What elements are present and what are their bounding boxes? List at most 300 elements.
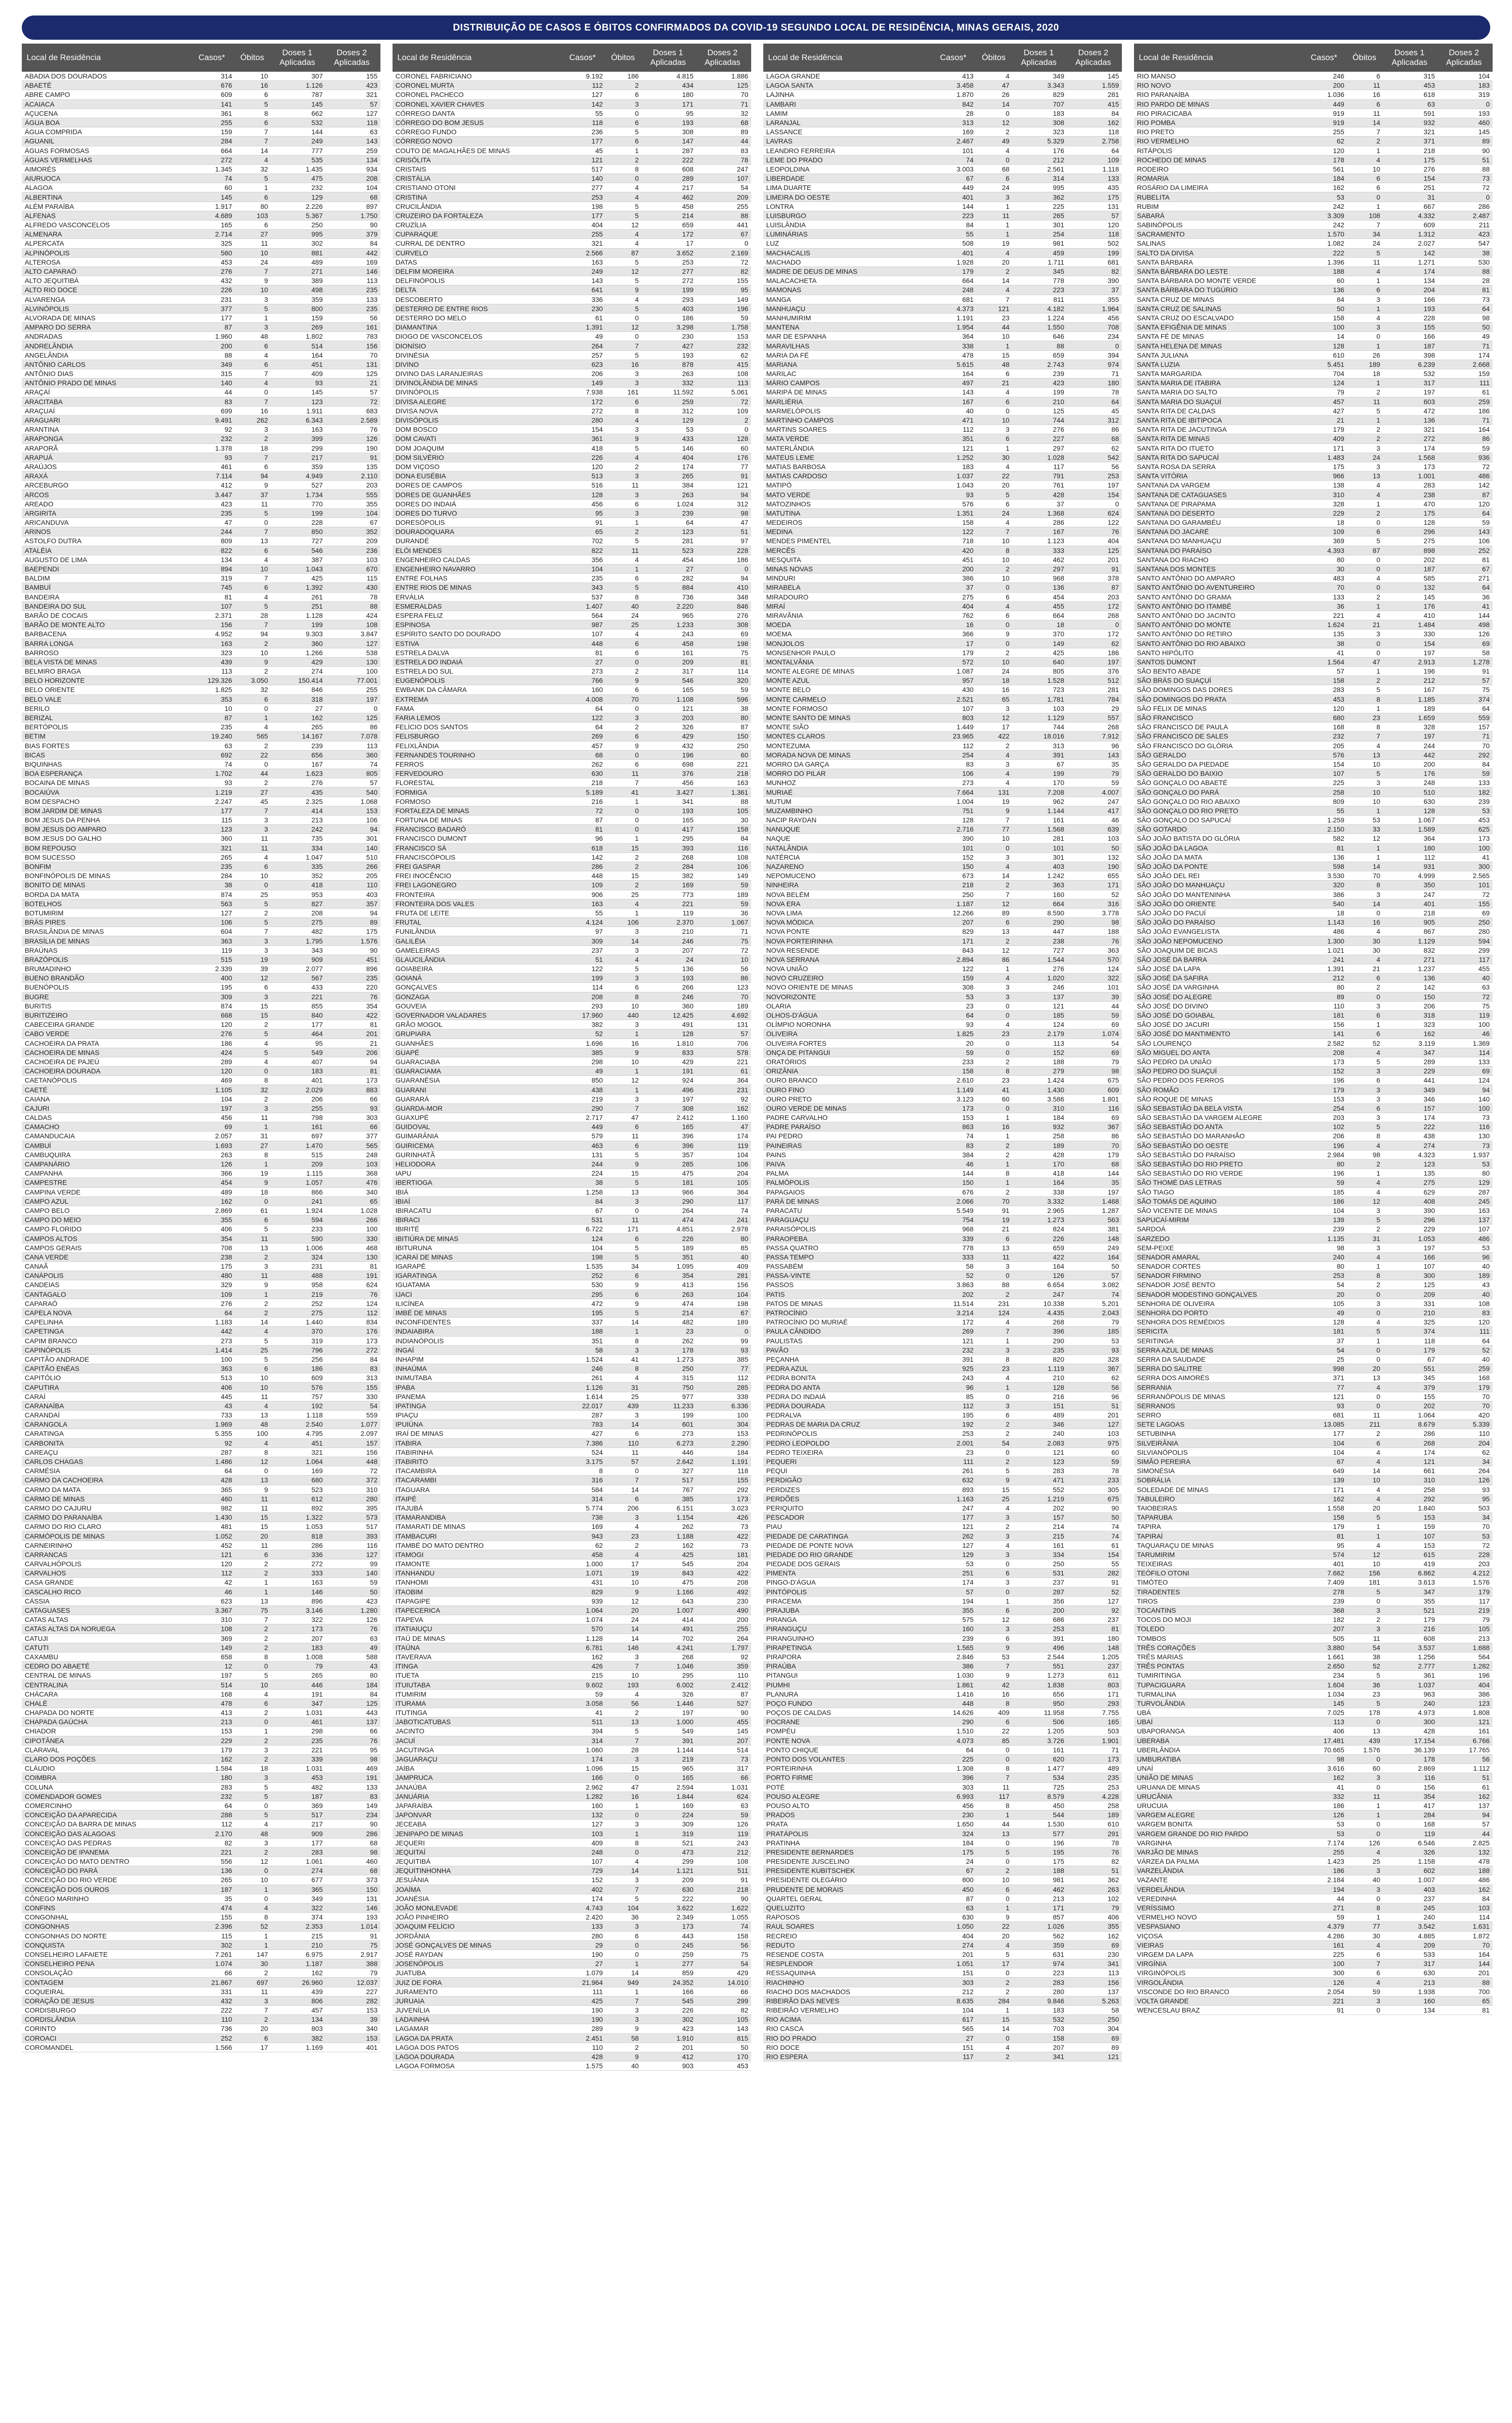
cell-municipio: CAMPO BELO: [25, 1206, 70, 1214]
cell-dose2: 231: [737, 1086, 748, 1094]
cell-dose2: 35: [1111, 760, 1119, 768]
cell-dose2: 5.201: [1102, 1299, 1119, 1307]
cell-municipio: DOM JOAQUIM: [395, 444, 444, 452]
cell-obitos: 10: [631, 1002, 639, 1010]
cell-obitos: 3: [1006, 760, 1010, 768]
cell-casos: 1.036: [1327, 91, 1344, 99]
cell-casos: 314: [220, 72, 232, 80]
cell-obitos: 3: [1006, 1346, 1010, 1354]
cell-dose2: 846: [737, 602, 748, 610]
cell-municipio: PAINEIRAS: [766, 1141, 802, 1149]
table-row: [393, 1569, 751, 1578]
cell-obitos: 4: [264, 1039, 268, 1047]
cell-casos: 565: [962, 2025, 974, 2033]
cell-municipio: SÃO BENTO ABADE: [1137, 667, 1201, 676]
cell-dose2: 124: [1478, 1076, 1490, 1085]
cell-dose1: 338: [1053, 1188, 1064, 1196]
cell-casos: 88: [224, 351, 232, 359]
table-row: [1134, 955, 1493, 964]
cell-dose2: 68: [740, 119, 748, 127]
cell-municipio: JANUÁRIA: [395, 1792, 429, 1800]
table-row: [22, 1904, 380, 1913]
cell-municipio: PEDRO LEOPOLDO: [766, 1439, 830, 1447]
cell-obitos: 0: [635, 1848, 639, 1856]
cell-dose2: 2.110: [361, 472, 378, 480]
table-row: [22, 676, 380, 685]
cell-dose2: 173: [366, 1337, 378, 1345]
cell-municipio: CRISTAIS: [395, 165, 426, 173]
table-row: [22, 1680, 380, 1689]
cell-obitos: 6: [635, 732, 639, 740]
table-row: [393, 1578, 751, 1587]
cell-dose2: 90: [1111, 1504, 1119, 1512]
cell-obitos: 2: [264, 639, 268, 647]
cell-casos: 123: [220, 825, 232, 834]
table-row: [22, 1002, 380, 1011]
cell-obitos: 131: [998, 788, 1010, 796]
cell-dose2: 2.565: [1472, 872, 1490, 880]
cell-municipio: GUIDOVAL: [395, 1123, 430, 1131]
table-row: [393, 1848, 751, 1857]
cell-obitos: 0: [264, 1801, 268, 1809]
cell-casos: 572: [962, 658, 974, 666]
cell-municipio: SÃO LOURENÇO: [1137, 1039, 1192, 1047]
table-row: [22, 1755, 380, 1764]
cell-dose2: 97: [740, 537, 748, 545]
cell-dose1: 6.002: [676, 1681, 693, 1689]
cell-municipio: BUENÓPOLIS: [25, 983, 69, 991]
cell-dose2: 99: [370, 1560, 378, 1568]
cell-obitos: 4: [635, 1523, 639, 1531]
cell-dose1: 1.435: [305, 165, 323, 173]
cell-dose2: 578: [737, 1048, 748, 1056]
cell-casos: 324: [962, 1829, 974, 1838]
cell-obitos: 110: [628, 1439, 639, 1447]
cell-casos: 822: [220, 546, 232, 554]
table-row: [22, 462, 380, 472]
cell-municipio: PIRAPETINGA: [766, 1643, 812, 1652]
table-row: [1134, 853, 1493, 862]
cell-dose2: 287: [1478, 1188, 1490, 1196]
cell-dose2: 406: [1107, 1913, 1119, 1921]
cell-dose1: 328: [1423, 723, 1435, 731]
cell-municipio: SANTA BÁRBARA DO MONTE VERDE: [1137, 277, 1257, 285]
cell-dose2: 107: [737, 174, 748, 183]
cell-dose1: 1.064: [305, 1458, 323, 1466]
table-row: [393, 787, 751, 797]
table-row: [22, 583, 380, 592]
cell-municipio: IAPU: [395, 1169, 411, 1178]
table-row: [22, 629, 380, 639]
cell-dose2: 280: [366, 1495, 378, 1503]
cell-dose2: 93: [740, 1346, 748, 1354]
cell-dose1: 275: [1423, 537, 1435, 545]
cell-dose2: 93: [1111, 1346, 1119, 1354]
cell-dose1: 323: [1423, 1021, 1435, 1029]
table-row: [22, 1150, 380, 1160]
cell-dose2: 88: [1482, 267, 1490, 276]
cell-obitos: 13: [260, 1597, 268, 1605]
cell-dose1: 350: [1423, 881, 1435, 889]
cell-dose2: 49: [370, 1643, 378, 1652]
cell-obitos: 15: [1002, 351, 1010, 359]
cell-dose1: 207: [682, 946, 693, 954]
cell-casos: 197: [220, 1104, 232, 1112]
cell-municipio: PIRANGA: [766, 1616, 797, 1624]
cell-dose1: 1.026: [1047, 1922, 1064, 1931]
cell-casos: 361: [591, 435, 603, 443]
cell-municipio: GONZAGA: [395, 992, 430, 1001]
cell-casos: 264: [591, 342, 603, 350]
cell-municipio: GONÇALVES: [395, 983, 438, 991]
cell-municipio: CONSELHEIRO LAFAIETE: [25, 1950, 108, 1958]
cell-dose1: 950: [1053, 1699, 1064, 1707]
cell-dose1: 365: [311, 1885, 323, 1893]
cell-municipio: GOUVEIA: [395, 1002, 426, 1010]
table-row: [22, 1466, 380, 1476]
table-row: [393, 1597, 751, 1606]
cell-municipio: FRUTAL: [395, 918, 422, 927]
cell-dose1: 443: [682, 1932, 693, 1940]
cell-casos: 14.626: [953, 1709, 974, 1717]
cell-casos: 190: [591, 2015, 603, 2024]
cell-casos: 85: [966, 1392, 974, 1400]
cell-municipio: CHIADOR: [25, 1727, 56, 1735]
table-row: [1134, 434, 1493, 443]
cell-dose1: 1.037: [1418, 1681, 1435, 1689]
cell-dose2: 155: [737, 277, 748, 285]
cell-dose1: 149: [1053, 639, 1064, 647]
cell-municipio: ALPINÓPOLIS: [25, 249, 70, 257]
cell-dose2: 498: [1478, 621, 1490, 629]
table-row: [22, 1736, 380, 1746]
cell-dose2: 90: [740, 1894, 748, 1903]
cell-obitos: 5: [264, 918, 268, 927]
cell-dose1: 473: [682, 1848, 693, 1856]
cell-casos: 83: [224, 397, 232, 406]
cell-dose2: 133: [366, 295, 378, 303]
cell-obitos: 7: [635, 1662, 639, 1670]
table-row: [393, 137, 751, 146]
cell-dose2: 291: [1107, 1829, 1119, 1838]
table-row: [393, 685, 751, 694]
cell-dose2: 72: [740, 258, 748, 266]
cell-dose1: 67: [1427, 1355, 1435, 1363]
cell-dose1: 977: [682, 1392, 693, 1400]
cell-casos: 1.570: [1327, 230, 1344, 238]
cell-dose2: 1.797: [731, 1643, 748, 1652]
cell-obitos: 3: [1006, 1625, 1010, 1633]
cell-municipio: RIO CASCA: [766, 2025, 804, 2033]
cell-dose2: 74: [740, 1206, 748, 1214]
table-row: [393, 2034, 751, 2043]
cell-dose1: 442: [1423, 751, 1435, 759]
cell-obitos: 5: [635, 202, 639, 210]
table-row: [763, 314, 1122, 323]
cell-obitos: 20: [1002, 481, 1010, 489]
cell-municipio: PATROCÍNIO: [766, 1309, 808, 1317]
cell-dose1: 169: [682, 881, 693, 889]
cell-municipio: PIUMHI: [766, 1681, 790, 1689]
cell-obitos: 100: [256, 1430, 268, 1438]
table-header: [22, 44, 380, 72]
cell-casos: 59: [595, 1690, 603, 1698]
table-row: [393, 899, 751, 909]
cell-casos: 236: [591, 128, 603, 136]
cell-casos: 158: [962, 519, 974, 527]
cell-obitos: 1: [264, 1885, 268, 1893]
cell-dose2: 104: [366, 184, 378, 192]
cell-obitos: 3: [1006, 1578, 1010, 1587]
cell-municipio: CORDISBURGO: [25, 2006, 76, 2014]
cell-municipio: DOM BOSCO: [395, 425, 438, 434]
cell-municipio: EWBANK DA CÂMARA: [395, 686, 467, 694]
cell-obitos: 2: [1376, 677, 1381, 685]
table-row: [1134, 565, 1493, 574]
cell-casos: 2.846: [956, 1652, 974, 1661]
cell-municipio: SERRA AZUL DE MINAS: [1137, 1346, 1213, 1354]
cell-obitos: 11: [261, 1392, 268, 1400]
cell-casos: 2.962: [585, 1783, 603, 1791]
cell-casos: 3.616: [1327, 1764, 1344, 1773]
cell-casos: 321: [220, 844, 232, 852]
cell-dose2: 53: [1482, 1532, 1490, 1540]
table-row: [393, 1904, 751, 1913]
cell-municipio: PAIVA: [766, 1160, 786, 1168]
cell-dose1: 461: [311, 1718, 323, 1726]
cell-dose1: 199: [311, 621, 323, 629]
cell-obitos: 10: [1002, 658, 1010, 666]
cell-dose1: 1.185: [1418, 695, 1435, 703]
table-row: [393, 741, 751, 751]
cell-dose2: 40: [1482, 974, 1490, 982]
cell-dose1: 176: [1423, 770, 1435, 778]
cell-dose2: 79: [1111, 1318, 1119, 1326]
cell-dose1: 878: [682, 360, 693, 368]
cell-dose1: 417: [682, 825, 693, 834]
cell-municipio: LAGOA DOURADA: [395, 2053, 455, 2061]
cell-casos: 361: [220, 109, 232, 117]
table-row: [763, 230, 1122, 239]
cell-casos: 427: [1333, 407, 1344, 415]
cell-obitos: 6: [264, 462, 268, 471]
cell-dose1: 24: [686, 955, 693, 963]
cell-dose2: 171: [1107, 1690, 1119, 1698]
cell-casos: 121: [962, 1337, 974, 1345]
table-row: [22, 444, 380, 453]
table-row: [763, 1634, 1122, 1643]
cell-municipio: SANTANA DO GARAMBÉU: [1137, 519, 1221, 527]
cell-casos: 240: [1333, 1253, 1344, 1261]
table-row: [22, 620, 380, 629]
table-row: [22, 1095, 380, 1104]
cell-dose2: 56: [1482, 1755, 1490, 1763]
cell-municipio: POMPÉU: [766, 1727, 796, 1735]
cell-obitos: 3: [635, 1922, 639, 1931]
cell-casos: 101: [962, 844, 974, 852]
cell-obitos: 4: [264, 1327, 268, 1336]
cell-obitos: 24: [1372, 453, 1381, 461]
cell-municipio: ANDRADAS: [25, 332, 63, 341]
cell-dose1: 6.151: [676, 1504, 693, 1512]
cell-dose2: 1.750: [360, 211, 378, 220]
cell-obitos: 11: [261, 500, 268, 508]
table-row: [1134, 220, 1493, 230]
table-row: [1134, 490, 1493, 499]
cell-dose2: 564: [1478, 1652, 1490, 1661]
cell-obitos: 31: [1372, 1234, 1381, 1243]
cell-municipio: CÓRREGO FUNDO: [395, 128, 457, 136]
cell-dose1: 351: [682, 1253, 693, 1261]
cell-obitos: 32: [260, 1086, 268, 1094]
cell-dose2: 40: [740, 1253, 748, 1261]
cell-obitos: 1: [1376, 146, 1381, 155]
cell-obitos: 8: [635, 407, 639, 415]
cell-dose1: 1.924: [305, 1206, 323, 1214]
cell-municipio: NINHEIRA: [766, 881, 799, 889]
table-row: [393, 434, 751, 443]
cell-municipio: CEDRO DO ABAETÉ: [25, 1662, 90, 1670]
cell-dose2: 0: [1115, 621, 1119, 629]
cell-obitos: 1: [1376, 304, 1381, 313]
table-row: [393, 565, 751, 574]
table-row: [22, 909, 380, 918]
cell-casos: 36: [1337, 602, 1344, 610]
table-row: [393, 732, 751, 741]
cell-obitos: 6: [1376, 174, 1381, 183]
table-row: [393, 1513, 751, 1522]
cell-municipio: SANTA RITA DE CALDAS: [1137, 407, 1216, 415]
cell-casos: 244: [220, 528, 232, 536]
cell-dose2: 264: [1478, 1467, 1490, 1475]
table-row: [763, 323, 1122, 332]
cell-municipio: MANHUAÇU: [766, 304, 805, 313]
cell-obitos: 5: [1376, 686, 1381, 694]
table-row: [763, 1178, 1122, 1187]
cell-dose1: 298: [311, 1727, 323, 1735]
cell-municipio: PLANURA: [766, 1690, 799, 1698]
cell-municipio: GUARANÉSIA: [395, 1076, 440, 1085]
cell-casos: 3.880: [1327, 1643, 1344, 1652]
cell-municipio: CONTAGEM: [25, 1978, 63, 1986]
cell-municipio: PIEDADE DE CARATINGA: [766, 1532, 849, 1540]
table-row: [393, 295, 751, 304]
cell-dose1: 965: [682, 1764, 693, 1773]
cell-casos: 461: [220, 462, 232, 471]
cell-obitos: 4: [1006, 286, 1010, 294]
cell-dose1: 359: [1053, 1941, 1064, 1949]
cell-municipio: BORDA DA MATA: [25, 890, 79, 898]
header-obitos: Óbitos: [611, 53, 635, 62]
cell-obitos: 2: [264, 1755, 268, 1763]
table-row: [393, 1178, 751, 1187]
cell-obitos: 4: [264, 1904, 268, 1912]
cell-dose1: 18: [1056, 621, 1064, 629]
cell-casos: 1.064: [585, 1606, 603, 1615]
cell-municipio: JECEABA: [395, 1820, 426, 1828]
cell-dose2: 51: [1482, 1774, 1490, 1782]
cell-dose1: 359: [311, 295, 323, 303]
cell-casos: 196: [1333, 1141, 1344, 1149]
cell-obitos: 41: [631, 1355, 639, 1363]
cell-casos: 246: [591, 1365, 603, 1373]
cell-dose2: 0: [1486, 193, 1490, 201]
cell-dose1: 216: [1423, 1625, 1435, 1633]
cell-obitos: 20: [1372, 1365, 1381, 1373]
cell-obitos: 2: [1376, 137, 1381, 145]
table-row: [1134, 629, 1493, 639]
cell-dose2: 1.205: [1102, 1652, 1119, 1661]
cell-municipio: ELÓI MENDES: [395, 546, 442, 554]
cell-municipio: CONQUISTA: [25, 1941, 65, 1949]
cell-municipio: MOEDA: [766, 621, 791, 629]
table-row: [763, 509, 1122, 518]
table-row: [1134, 1773, 1493, 1782]
cell-obitos: 3: [1376, 1002, 1381, 1010]
cell-municipio: RUBIM: [1137, 202, 1159, 210]
cell-casos: 122: [591, 965, 603, 973]
cell-obitos: 3: [1006, 1550, 1010, 1558]
cell-dose2: 228: [1478, 1550, 1490, 1558]
cell-casos: 290: [591, 1104, 603, 1112]
cell-municipio: PEDRA DO ANTA: [766, 1383, 820, 1391]
table-row: [22, 890, 380, 899]
cell-casos: 198: [591, 202, 603, 210]
table-row: [1134, 369, 1493, 378]
table-row: [22, 732, 380, 741]
cell-dose2: 98: [370, 1755, 378, 1763]
cell-casos: 127: [220, 909, 232, 917]
table-row: [22, 1987, 380, 1997]
cell-obitos: 0: [1006, 621, 1010, 629]
cell-casos: 676: [962, 1188, 974, 1196]
cell-casos: 363: [220, 937, 232, 945]
cell-municipio: CONCEIÇÃO DO RIO VERDE: [25, 1876, 117, 1884]
cell-dose1: 274: [311, 1867, 323, 1875]
cell-obitos: 14: [631, 1867, 639, 1875]
cell-obitos: 3: [264, 295, 268, 303]
cell-obitos: 8: [1376, 1272, 1381, 1280]
cell-obitos: 5: [1376, 1123, 1381, 1131]
cell-obitos: 11: [1373, 258, 1381, 266]
cell-casos: 733: [220, 1411, 232, 1419]
table-row: [22, 211, 380, 220]
cell-dose2: 66: [370, 1727, 378, 1735]
cell-municipio: TOCANTINS: [1137, 1606, 1176, 1615]
cell-obitos: 2: [635, 1709, 639, 1717]
table-row: [393, 416, 751, 425]
cell-casos: 104: [1333, 1206, 1344, 1214]
cell-dose2: 12.037: [357, 1978, 378, 1986]
cell-dose1: 37: [1056, 500, 1064, 508]
cell-municipio: FAMA: [395, 704, 414, 712]
table-row: [1134, 314, 1493, 323]
cell-dose1: 517: [311, 1811, 323, 1819]
cell-dose2: 86: [370, 723, 378, 731]
cell-obitos: 4: [264, 1401, 268, 1410]
cell-obitos: 7: [1376, 221, 1381, 229]
cell-dose2: 259: [1478, 397, 1490, 406]
cell-dose2: 59: [740, 314, 748, 322]
cell-obitos: 3: [1376, 1086, 1381, 1094]
cell-dose1: 322: [311, 1616, 323, 1624]
cell-obitos: 1: [264, 1727, 268, 1735]
cell-casos: 65: [595, 528, 603, 536]
table-row: [22, 1169, 380, 1178]
cell-obitos: 17: [260, 2043, 268, 2051]
cell-obitos: 16: [631, 1039, 639, 1047]
cell-obitos: 4: [1006, 1941, 1010, 1949]
